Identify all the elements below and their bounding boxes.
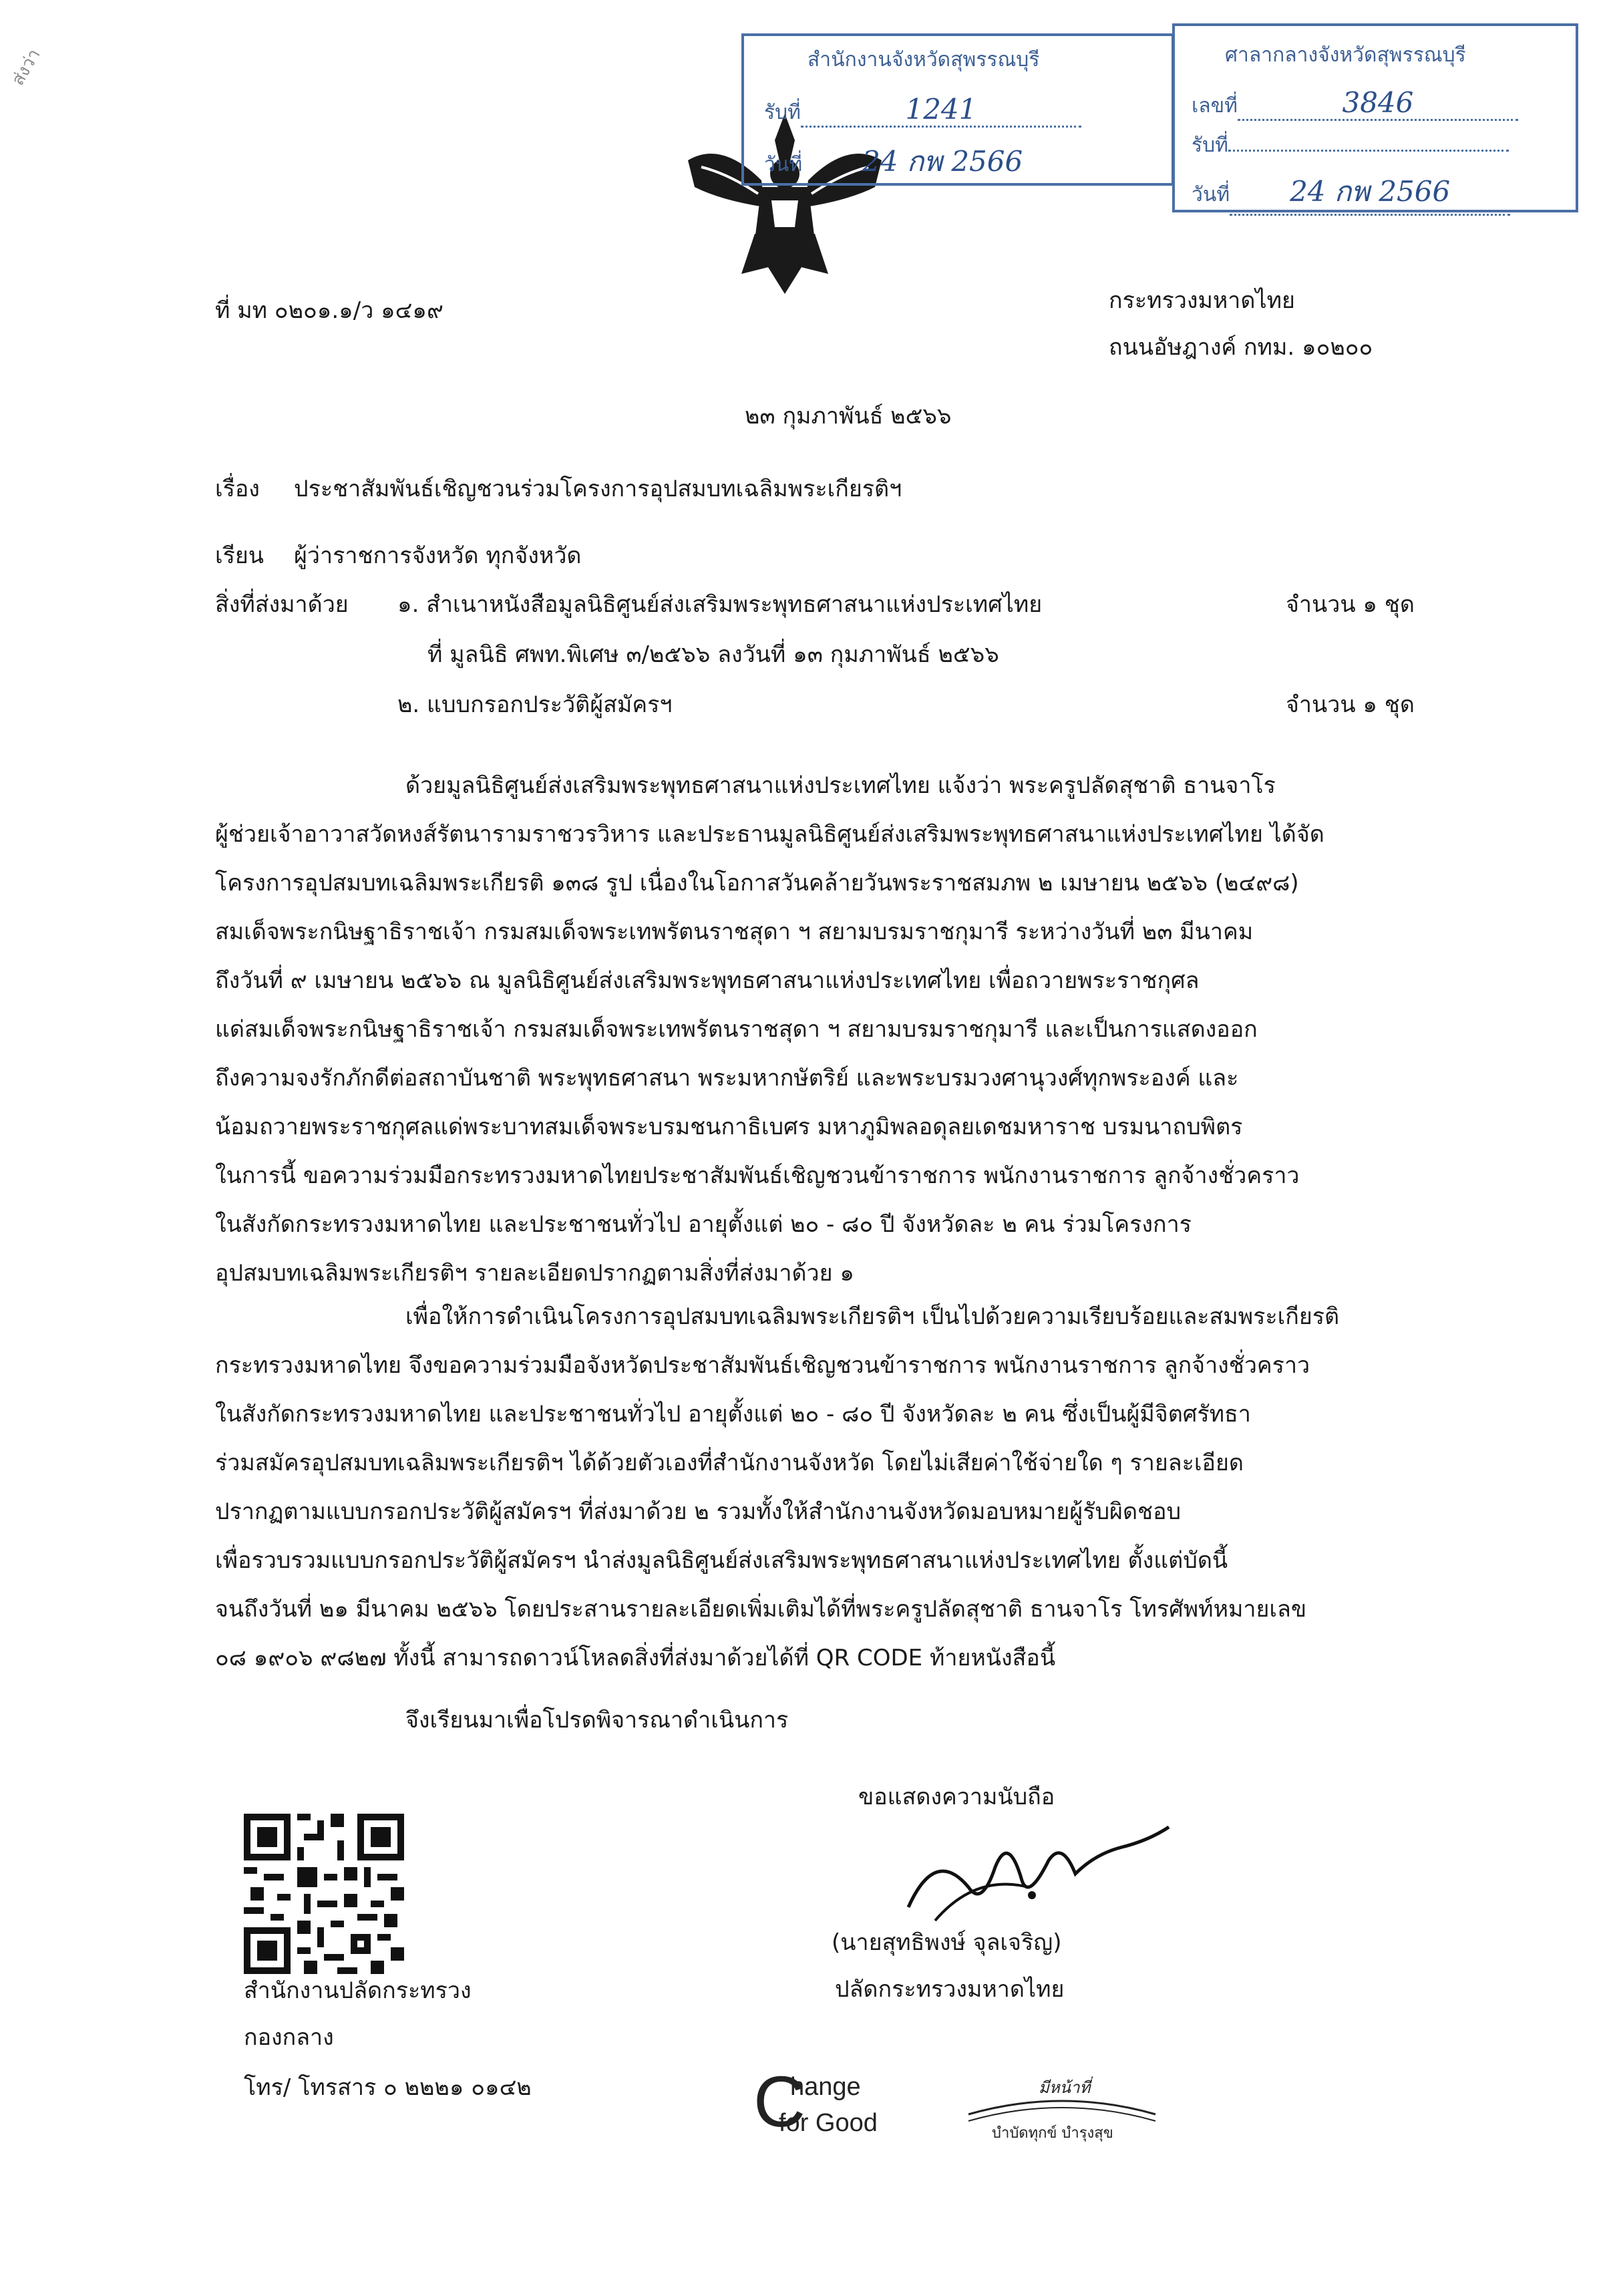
paragraph-line: อุปสมบทเฉลิมพระเกียรติฯ รายละเอียดปรากฏตามสิ่งที่ส่งมาด้วย ๑ xyxy=(215,1260,854,1287)
subject-label: เรื่อง xyxy=(215,476,260,502)
received-stamp-city-hall xyxy=(1172,23,1578,212)
enclosure-1-line1: ๑. สำเนาหนังสือมูลนิธิศูนย์ส่งเสริมพระพุทธศาสนาแห่งประเทศไทย xyxy=(397,591,1043,618)
stamp-title: สำนักงานจังหวัดสุพรรณบุรี xyxy=(808,48,1040,71)
paragraph-line: เพื่อรวบรวมแบบกรอกประวัติผู้สมัครฯ นำส่งมูลนิธิศูนย์ส่งเสริมพระพุทธศาสนาแห่งประเทศไทย ตั้งแต่บัดนี้ xyxy=(215,1547,1228,1574)
enclosure-1-line2: ที่ มูลนิธิ ศพท.พิเศษ ๓/๒๕๖๖ ลงวันที่ ๑๓ กุมภาพันธ์ ๒๕๖๖ xyxy=(427,641,999,668)
paragraph-line: กระทรวงมหาดไทย จึงขอความร่วมมือจังหวัดประชาสัมพันธ์เชิญชวนข้าราชการ พนักงานราชการ ลูกจ้างชั่วคราว xyxy=(215,1352,1310,1379)
ministry-address: ถนนอัษฎางค์ กทม. ๑๐๒๐๐ xyxy=(1109,334,1373,361)
document-number: ที่ มท ๐๒๐๑.๑/ว ๑๔๑๙ xyxy=(215,297,443,324)
paragraph-line: ผู้ช่วยเจ้าอาวาสวัดหงส์รัตนารามราชวรวิหาร และประธานมูลนิธิศูนย์ส่งเสริมพระพุทธศาสนาแห่งประเทศไทย ได้จัด xyxy=(215,821,1324,848)
subject-text: ประชาสัมพันธ์เชิญชวนร่วมโครงการอุปสมบทเฉลิมพระเกียรติฯ xyxy=(294,476,902,502)
recipient-text: ผู้ว่าราชการจังหวัด ทุกจังหวัด xyxy=(294,542,582,569)
qr-code xyxy=(244,1814,404,1974)
footer-division: กองกลาง xyxy=(244,2024,334,2051)
stamp-title: ศาลากลางจังหวัดสุพรรณบุรี xyxy=(1225,43,1466,67)
paragraph-line: เพื่อให้การดำเนินโครงการอุปสมบทเฉลิมพระเกียรติฯ เป็นไปด้วยความเรียบร้อยและสมพระเกียรติ xyxy=(405,1303,1340,1330)
logo-line-1: hange xyxy=(790,2073,861,2101)
paragraph-line: น้อมถวายพระราชกุศลแด่พระบาทสมเด็จพระบรมชนกาธิเบศร มหาภูมิพลอดุลยเดชมหาราช บรมนาถบพิตร xyxy=(215,1114,1243,1140)
signatory-name: (นายสุทธิพงษ์ จุลเจริญ) xyxy=(832,1929,1062,1956)
recipient-label: เรียน xyxy=(215,542,264,569)
paragraph-line: ปรากฏตามแบบกรอกประวัติผู้สมัครฯ ที่ส่งมาด้วย ๒ รวมทั้งให้สำนักงานจังหวัดมอบหมายผู้รับผิดชอบ xyxy=(215,1498,1182,1525)
logo-line-2: for Good xyxy=(779,2109,878,2137)
paragraph-line: โครงการอุปสมบทเฉลิมพระเกียรติ ๑๓๘ รูป เนื่องในโอกาสวันคล้ายวันพระราชสมภพ ๒ เมษายน ๒๕๖๖ (๒๔๙๘) xyxy=(215,870,1299,896)
enclosure-2-qty: จำนวน ๑ ชุด xyxy=(1286,691,1415,718)
paragraph-line: ในสังกัดกระทรวงมหาดไทย และประชาชนทั่วไป อายุตั้งแต่ ๒๐ - ๘๐ ปี จังหวัดละ ๒ คน ซึ่งเป็นผู้มีจิตศรัทธา xyxy=(215,1401,1251,1428)
paragraph-line: ๐๘ ๑๙๐๖ ๙๘๒๗ ทั้งนี้ สามารถดาวน์โหลดสิ่งที่ส่งมาด้วยได้ที่ QR CODE ท้ายหนังสือนี้ xyxy=(215,1645,1056,1671)
stamp-number: 3846 xyxy=(1342,86,1414,119)
paragraph-line: ในสังกัดกระทรวงมหาดไทย และประชาชนทั่วไป อายุตั้งแต่ ๒๐ - ๘๐ ปี จังหวัดละ ๒ คน ร่วมโครงการ xyxy=(215,1211,1192,1238)
body-paragraph-1 xyxy=(215,762,1447,1298)
stamp-received-number: 1241 xyxy=(905,93,977,126)
ministry-motto-logo xyxy=(962,2074,1162,2148)
enclosures-label: สิ่งที่ส่งมาด้วย xyxy=(215,591,349,618)
paragraph-line: ร่วมสมัครอุปสมบทเฉลิมพระเกียรติฯ ได้ด้วยตัวเองที่สำนักงานจังหวัด โดยไม่เสียค่าใช้จ่ายใด ๆ รายละเอียด xyxy=(215,1450,1244,1476)
paragraph-line: ถึงความจงรักภักดีต่อสถาบันชาติ พระพุทธศาสนา พระมหากษัตริย์ และพระบรมวงศานุวงศ์ทุกพระองค์ และ xyxy=(215,1065,1239,1092)
logo-c-letter: C xyxy=(753,2061,806,2142)
received-stamp-provincial-office xyxy=(741,33,1174,186)
stamp-date-label: วันที่ xyxy=(1192,183,1230,206)
change-for-good-logo xyxy=(753,2061,940,2148)
signatory-position: ปลัดกระทรวงมหาดไทย xyxy=(835,1976,1065,2003)
motto-bottom-text: บำบัดทุกข์ บำรุงสุข xyxy=(992,2125,1113,2142)
footer-phone: โทร/ โทรสาร ๐ ๒๒๒๑ ๐๑๔๒ xyxy=(244,2074,532,2101)
paragraph-line: ในการนี้ ขอความร่วมมือกระทรวงมหาดไทยประชาสัมพันธ์เชิญชวนข้าราชการ พนักงานราชการ ลูกจ้างชั่วคราว xyxy=(215,1162,1300,1189)
closing-request: จึงเรียนมาเพื่อโปรดพิจารณาดำเนินการ xyxy=(405,1707,789,1734)
body-paragraph-2 xyxy=(215,1293,1447,1683)
margin-handwritten-note: ส่งว่า xyxy=(7,45,45,90)
paragraph-line: จนถึงวันที่ ๒๑ มีนาคม ๒๕๖๖ โดยประสานรายละเอียดเพิ่มเติมได้ที่พระครูปลัดสุชาติ ธานจาโร โทรศัพท์หมายเลข xyxy=(215,1596,1307,1623)
enclosure-1-qty: จำนวน ๑ ชุด xyxy=(1286,591,1415,618)
motto-top-text: มีหน้าที่ xyxy=(1039,2078,1091,2097)
stamp-number-label: เลขที่ xyxy=(1192,94,1238,118)
paragraph-line: ด้วยมูลนิธิศูนย์ส่งเสริมพระพุทธศาสนาแห่งประเทศไทย แจ้งว่า พระครูปลัดสุชาติ ธานจาโร xyxy=(405,772,1276,799)
document-date: ๒๓ กุมภาพันธ์ ๒๕๖๖ xyxy=(745,403,952,430)
stamp-date: 24 กพ 2566 xyxy=(862,145,1023,178)
enclosure-2-line1: ๒. แบบกรอกประวัติผู้สมัครฯ xyxy=(397,691,673,718)
paragraph-line: แด่สมเด็จพระกนิษฐาธิราชเจ้า กรมสมเด็จพระเทพรัตนราชสุดา ฯ สยามบรมราชกุมารี และเป็นการแสดงออก xyxy=(215,1016,1258,1043)
stamp-received-label: รับที่ xyxy=(764,101,801,124)
paragraph-line: สมเด็จพระกนิษฐาธิราชเจ้า กรมสมเด็จพระเทพรัตนราชสุดา ฯ สยามบรมราชกุมารี ระหว่างวันที่ ๒๓ มีนาคม xyxy=(215,919,1254,945)
handwritten-signature xyxy=(895,1807,1176,1941)
ministry-name: กระทรวงมหาดไทย xyxy=(1109,287,1295,314)
paragraph-line: ถึงวันที่ ๙ เมษายน ๒๕๖๖ ณ มูลนิธิศูนย์ส่งเสริมพระพุทธศาสนาแห่งประเทศไทย เพื่อถวายพระราชกุศล xyxy=(215,967,1200,994)
stamp-date: 24 กพ 2566 xyxy=(1290,175,1451,208)
footer-office: สำนักงานปลัดกระทรวง xyxy=(244,1977,472,2004)
closing-regards: ขอแสดงความนับถือ xyxy=(858,1784,1055,1810)
stamp-date-label: วันที่ xyxy=(764,153,803,176)
stamp-received-label: รับที่ xyxy=(1192,134,1228,157)
